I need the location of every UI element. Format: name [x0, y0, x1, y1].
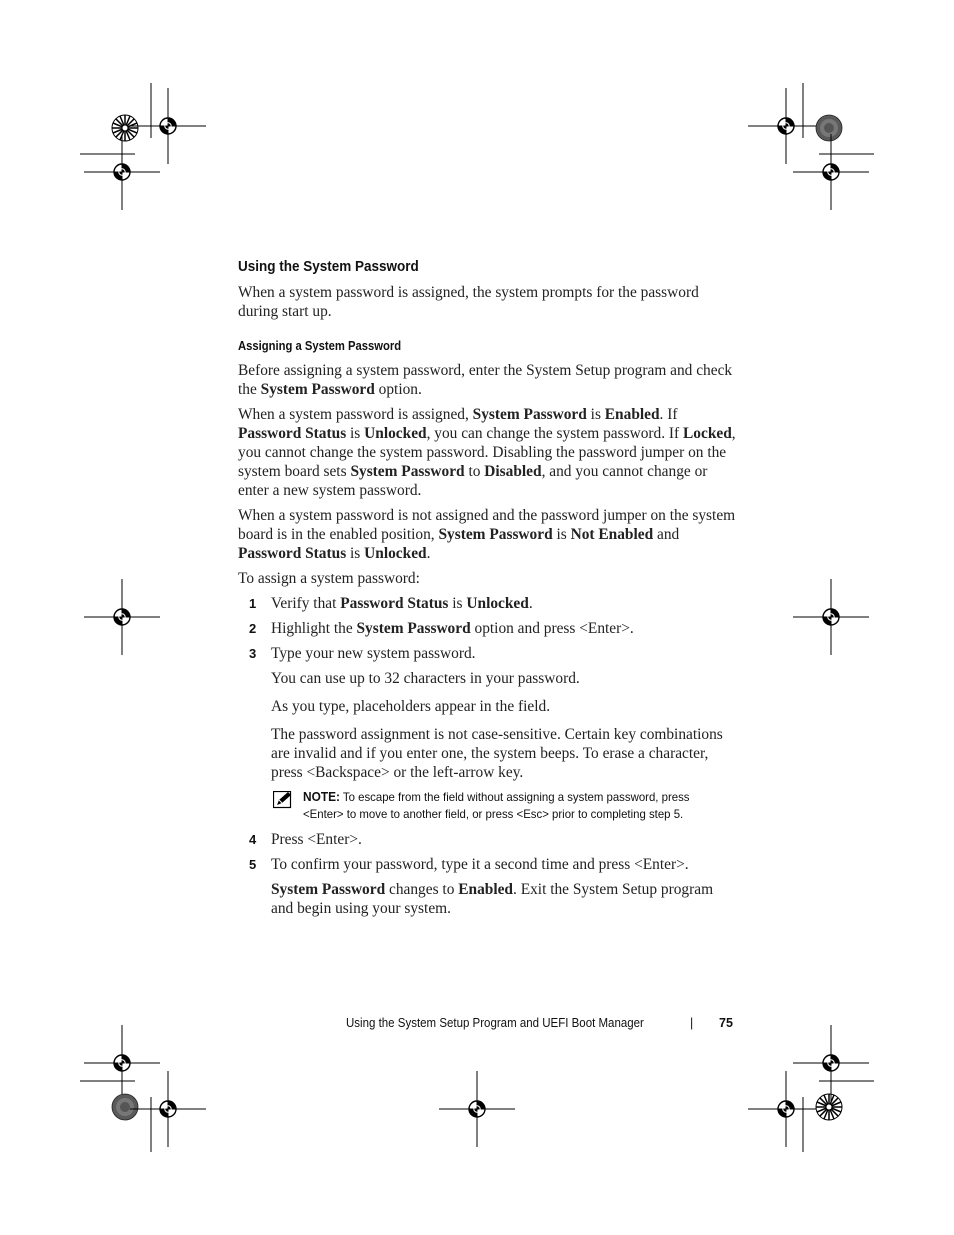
registration-mark-icon	[793, 134, 869, 210]
note-label: NOTE:	[303, 790, 340, 804]
registration-mark-icon	[130, 1071, 206, 1147]
note-line-2: <Enter> to move to another field, or press <Esc> prior to completing step 5.	[303, 807, 684, 821]
paragraph-check-option: Before assigning a system password, enter the System Setup program and check the System Password option.	[238, 362, 733, 398]
step-text: Verify that Password Status is Unlocked.	[271, 595, 533, 612]
steps-lead: To assign a system password:	[238, 570, 420, 587]
registration-mark-icon	[84, 579, 160, 655]
note-line-1: NOTE: To escape from the field without assigning a system password, press	[303, 790, 690, 804]
step-5	[238, 855, 738, 874]
section-title: Using the System Password	[238, 258, 419, 275]
pencil-note-icon	[273, 791, 293, 809]
step-text: To confirm your password, type it a second time and press <Enter>.	[271, 856, 689, 873]
registration-mark-icon	[793, 1025, 869, 1101]
registration-mark-icon	[793, 579, 869, 655]
step-5-detail: System Password changes to Enabled. Exit the System Setup program and begin using your system.	[271, 881, 714, 917]
grain-target-icon	[816, 115, 842, 141]
subsection-title: Assigning a System Password	[238, 339, 402, 353]
step-number: 3	[249, 646, 257, 661]
step-3-detail-length: You can use up to 32 characters in your password.	[271, 670, 580, 687]
registration-mark-icon	[130, 88, 206, 164]
step-2	[238, 619, 738, 638]
step-number: 5	[249, 857, 257, 872]
step-4	[238, 830, 738, 849]
paragraph-not-assigned: When a system password is not assigned and the password jumper on the system board is in the enabled position, System Password is Not Enabled and Password Status is Unlocked.	[238, 507, 736, 562]
page-content	[238, 258, 738, 918]
step-1	[238, 594, 738, 613]
step-text: Type your new system password.	[271, 645, 476, 662]
step-3-detail-case: The password assignment is not case-sensitive. Certain key combinations are invalid and if you enter one, the system beeps. To erase a character, press <Backspace> or the left-arrow key.	[271, 726, 723, 781]
step-number: 1	[249, 596, 257, 611]
registration-mark-icon	[748, 1071, 824, 1147]
step-text: Highlight the System Password option and press <Enter>.	[271, 620, 634, 637]
step-3-detail-placeholders: As you type, placeholders appear in the field.	[271, 698, 551, 715]
registration-mark-icon	[439, 1071, 515, 1147]
paragraph-password-states: When a system password is assigned, System Password is Enabled. If Password Status is Unlocked, you can change the system password. If Locked, you cannot change the system password. Disabling the password jumper on the system board sets System Password to Disabled, and you cannot change or enter a new system password.	[238, 406, 736, 499]
grain-target-icon	[112, 1094, 138, 1120]
registration-mark-icon	[748, 88, 824, 164]
intro-paragraph: When a system password is assigned, the system prompts for the password during start up.	[238, 284, 699, 320]
step-3	[238, 644, 738, 663]
registration-mark-icon	[84, 1025, 160, 1101]
step-number: 4	[249, 832, 257, 847]
star-target-icon	[112, 115, 138, 141]
step-number: 2	[249, 621, 257, 636]
step-text: Press <Enter>.	[271, 831, 362, 848]
footer-separator: |	[690, 1016, 694, 1030]
registration-mark-icon	[84, 134, 160, 210]
star-target-icon	[816, 1094, 842, 1120]
page-number: 75	[719, 1016, 733, 1030]
footer-title: Using the System Setup Program and UEFI Boot Manager	[346, 1016, 644, 1030]
note-callout	[238, 789, 738, 823]
